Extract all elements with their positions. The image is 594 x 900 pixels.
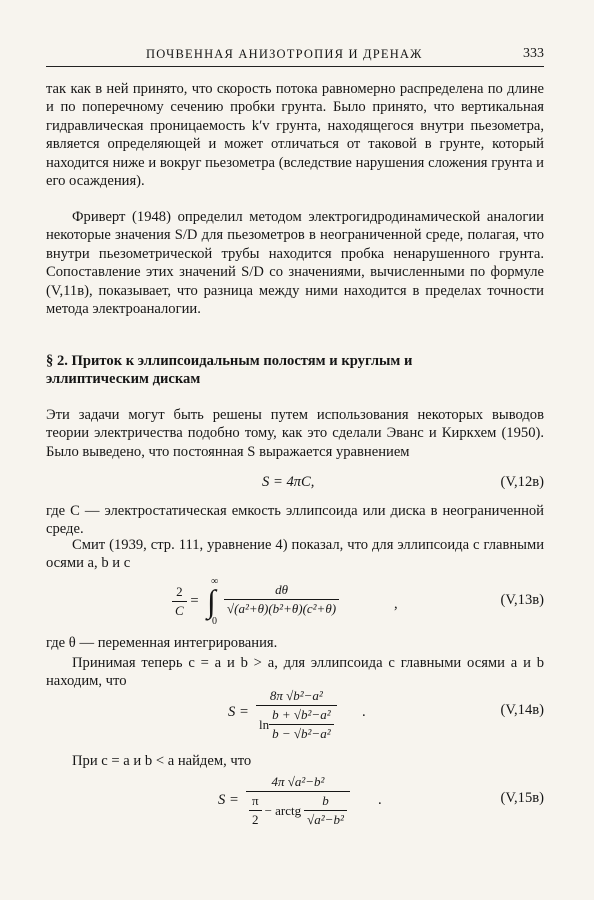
equation-v13 (0, 576, 594, 636)
running-head: ПОЧВЕННАЯ АНИЗОТРОПИЯ И ДРЕНАЖ (146, 47, 423, 61)
equation-v15 (0, 774, 594, 832)
eq15-fraction (246, 774, 350, 828)
eq13-label: (V,13в) (500, 592, 544, 608)
eq13-lhs (172, 584, 199, 619)
section-title: § 2. Приток к эллипсоидальным полостям и круглым и эллиптическим дискам (46, 353, 413, 388)
paragraph-2: Фриверт (1948) определил методом электрогидродинамической аналогии некоторые значения S/D для пьезометров в неограниченной среде, полагая, что внутри пьезометрической трубы находится пробка ненарушенного грунта. Сопоставление этих значений S/D со значениями, вычисленными по формуле (V,11в), показывает, что разница между ними находится в пределах точности метода электроаналогии. (46, 209, 544, 318)
eq15-lhs: S = (218, 792, 239, 808)
eq15-label: (V,15в) (500, 790, 544, 806)
equation-v12 (0, 472, 594, 496)
eq14-label: (V,14в) (500, 702, 544, 718)
eq12-label: (V,12в) (500, 474, 544, 490)
eq14-ln: ln (259, 716, 270, 732)
eq13-den: √(a²+θ)(b²+θ)(c²+θ) (224, 599, 339, 617)
paragraph-4: где C — электростатическая емкость эллипсоида или диска в неограниченной среде. (46, 503, 544, 538)
eq13-lhs-den: C (172, 601, 187, 619)
eq12-body: S = 4πC, (262, 474, 315, 490)
eq13-num: dθ (275, 582, 288, 597)
eq14-lhs: S = (228, 704, 249, 720)
eq14-fraction (256, 688, 337, 742)
equation-v14 (0, 688, 594, 744)
eq15-den-two: 2 (249, 810, 262, 828)
paragraph-1: так как в ней принято, что скорость потока равномерно распределена по длине и по поперечному сечению пробки грунта. Было принято, что вертикальная гидравлическая проницаемость k′v грунта, находящегося внутри пьезометра, является определяющей и может отличаться от таковой в грунте, который находится ниже и вокруг пьезометра (вследствие нарушения сложения грунта и его осаждения). (46, 81, 544, 190)
page-number: 333 (523, 46, 544, 61)
integral-sign: ∫ (207, 583, 216, 619)
eq15-arctg: − arctg (264, 802, 302, 818)
eq13-upper-limit: ∞ (211, 576, 219, 587)
eq14-tail: . (362, 704, 366, 720)
paragraph-6: где θ — переменная интегрирования. (46, 635, 278, 651)
eq14-num: 8π √b²−a² (269, 688, 323, 703)
eq15-den-num: b (322, 793, 329, 808)
eq14-den-num: b + √b²−a² (272, 707, 331, 722)
eq15-den-den: √a²−b² (304, 810, 347, 828)
eq13-lhs-num: 2 (176, 584, 183, 599)
paragraph-8: При c = a и b < a найдем, что (72, 753, 252, 769)
eq13-tail: , (394, 596, 398, 612)
paragraph-5: Смит (1939, стр. 111, уравнение 4) показал, что для эллипсоида с главными осями a, b и c (46, 537, 544, 572)
paragraph-7: Принимая теперь c = a и b > a, для эллипсоида с главными осями a и b находим, что (46, 655, 544, 690)
paragraph-3: Эти задачи могут быть решены путем использования некоторых выводов теории электричества подобно тому, как это сделали Эванс и Киркхем (1950). Было выведено, что постоянная S выражается уравнением (46, 407, 544, 460)
eq13-fraction (224, 582, 339, 617)
eq15-den (246, 791, 350, 828)
eq13-equals: = (190, 592, 199, 609)
eq14-den (256, 705, 337, 742)
eq13-lower-limit: 0 (212, 616, 217, 627)
eq14-den-den: b − √b²−a² (269, 724, 333, 742)
eq15-den-pi: π (252, 793, 259, 808)
eq15-tail: . (378, 792, 382, 808)
page-header (46, 44, 544, 67)
eq15-num: 4π √a²−b² (271, 774, 325, 789)
